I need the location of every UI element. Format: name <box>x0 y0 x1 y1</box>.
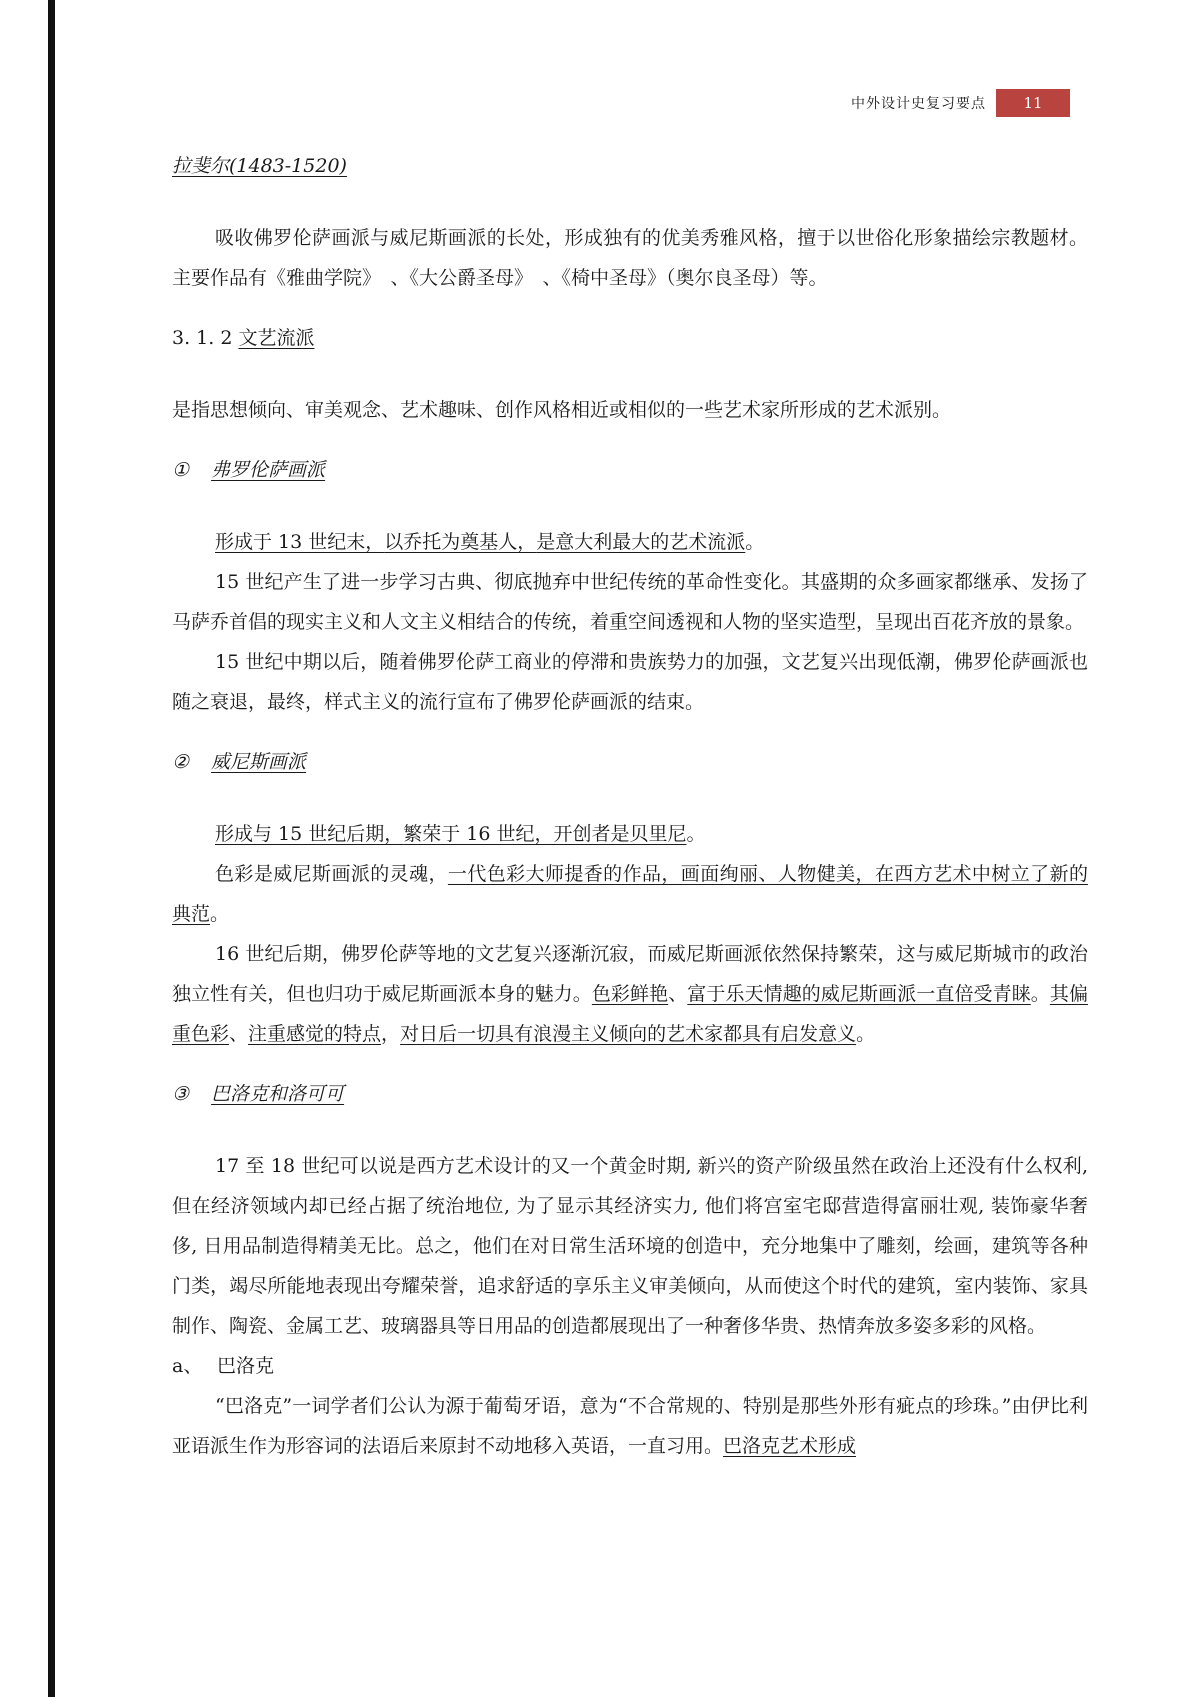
page-number-badge: 11 <box>996 89 1070 117</box>
text-span: 。 <box>210 903 230 925</box>
text-span: 。 <box>686 823 706 845</box>
underlined-phrase: 一代色彩大师提香的作品，画面绚丽、人物健美，在西方艺术中树立了新的典范 <box>172 863 1088 925</box>
florence-title: 弗罗伦萨画派 <box>211 459 326 481</box>
underlined-phrase: 以乔托为奠基人， <box>384 531 537 553</box>
venice-heading <box>172 742 1088 782</box>
section-heading <box>172 318 1088 358</box>
underlined-phrase: 其偏重色彩 <box>172 983 1088 1045</box>
raphael-heading: 拉斐尔(1483-1520) <box>172 155 347 177</box>
underlined-phrase: 是意大利最大的艺术流派 <box>536 531 746 553</box>
text-span: 。 <box>856 1023 876 1045</box>
header-title: 中外设计史复习要点 <box>851 96 986 112</box>
text-span: 16 世纪后期，佛罗伦萨等地的文艺复兴逐渐沉寂，而威尼斯画派依然保持繁荣，这与威尼斯城市的政治独立性有关，但也归功于威尼斯画派本身的魅力。 <box>172 943 1088 1005</box>
underlined-phrase: 色彩鲜艳 <box>591 983 669 1005</box>
text-span: “巴洛克”一词学者们公认为源于葡萄牙语，意为“不合常规的、特别是那些外形有疵点的珍珠。”由伊比利亚语派生作为形容词的法语后来原封不动地移入英语，一直习用。 <box>172 1395 1088 1457</box>
florence-paragraph-1 <box>172 522 1088 562</box>
section-definition: 是指思想倾向、审美观念、艺术趣味、创作风格相近或相似的一些艺术家所形成的艺术派别。 <box>172 399 952 421</box>
baroque-heading <box>172 1074 1088 1114</box>
underlined-phrase: 形成于 13 世纪末， <box>215 531 385 553</box>
binding-edge <box>48 0 55 1697</box>
sub-title: 巴洛克 <box>217 1355 275 1377</box>
text-span: ， <box>381 1023 401 1045</box>
section-number: 3. 1. 2 <box>172 327 233 349</box>
florence-paragraph-3: 15 世纪中期以后，随着佛罗伦萨工商业的停滞和贵族势力的加强，文艺复兴出现低潮，佛罗伦萨画派也随之衰退，最终，样式主义的流行宣布了佛罗伦萨画派的结束。 <box>172 651 1088 713</box>
underlined-phrase: 注重感觉的特点 <box>248 1023 382 1045</box>
page-header <box>851 89 1070 117</box>
baroque-title: 巴洛克和洛可可 <box>211 1083 345 1105</box>
text-span: 、 <box>668 983 688 1005</box>
underlined-phrase: 开创者是贝里尼 <box>553 823 687 845</box>
text-span: 。 <box>1030 983 1050 1005</box>
sub-label: a、 <box>172 1355 203 1377</box>
venice-paragraph-2 <box>172 854 1088 934</box>
raphael-description: 吸收佛罗伦萨画派与威尼斯画派的长处，形成独有的优美秀雅风格，擅于以世俗化形象描绘宗教题材。主要作品有《雅曲学院》 、《大公爵圣母》 、《椅中圣母》（奥尔良圣母）等。 <box>172 227 1088 289</box>
underlined-phrase: 繁荣于 16 世纪， <box>403 823 554 845</box>
underlined-phrase: 富于乐天情趣的威尼斯画派一直倍受青睐 <box>687 983 1031 1005</box>
venice-number: ② <box>172 751 190 773</box>
baroque-number: ③ <box>172 1083 190 1105</box>
venice-title: 威尼斯画派 <box>211 751 307 773</box>
underlined-phrase: 对日后一切具有浪漫主义倾向的艺术家都具有启发意义 <box>400 1023 857 1045</box>
florence-number: ① <box>172 459 190 481</box>
text-span: 色彩是威尼斯画派的灵魂， <box>215 863 448 885</box>
text-span: 。 <box>745 531 765 553</box>
venice-paragraph-1 <box>172 814 1088 854</box>
underlined-phrase: 巴洛克艺术形成 <box>723 1435 857 1457</box>
baroque-paragraph-1: 17 至 18 世纪可以说是西方艺术设计的又一个黄金时期, 新兴的资产阶级虽然在政治上还没有什么权利, 但在经济领域内却已经占据了统治地位, 为了显示其经济实力, 他们将宫室宅邸营造得富丽壮观, 装饰豪华奢侈, 日用品制造得精美无比。总之，他们在对日常生活环境的创造中，充分地集中了雕刻，绘画，建筑等各种门类，竭尽所能地表现出夸耀荣誉，追求舒适的享乐主义审美倾向，从而使这个时代的建筑，室内装饰、家具制作、陶瓷、金属工艺、玻璃器具等日用品的创造都展现出了一种奢侈华贵、热情奔放多姿多彩的风格。 <box>172 1155 1088 1337</box>
section-title: 文艺流派 <box>238 327 315 349</box>
florence-paragraph-2: 15 世纪产生了进一步学习古典、彻底抛弃中世纪传统的革命性变化。其盛期的众多画家都继承、发扬了马萨乔首倡的现实主义和人文主义相结合的传统，着重空间透视和人物的坚实造型，呈现出百花齐放的景象。 <box>172 571 1088 633</box>
baroque-subheading <box>172 1346 1088 1386</box>
page-body <box>172 146 1088 1466</box>
florence-heading <box>172 450 1088 490</box>
underlined-phrase: 形成与 15 世纪后期， <box>215 823 404 845</box>
venice-paragraph-3 <box>172 934 1088 1054</box>
text-span: 、 <box>229 1023 249 1045</box>
baroque-paragraph-2 <box>172 1386 1088 1466</box>
